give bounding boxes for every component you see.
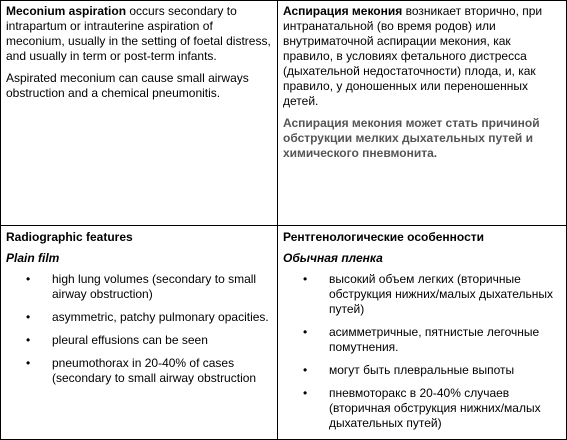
bullet-icon: • (26, 333, 31, 347)
bullet-icon: • (303, 386, 308, 400)
list-item: • асимметричные, пятнистые легочные помутнения. (303, 325, 540, 354)
feature-list (283, 272, 561, 431)
definition-text: возникает вторично, при интранатальной (во время родов) или внутриматочной аспирации мекония, как правило, в условиях фетального дистресса (дыхательной недостаточности) плода, и, как правило, у доношенных или переношенных детей. (283, 4, 543, 108)
list-item: • high lung volumes (secondary to small airway obstruction) (26, 272, 257, 301)
bullet-icon: • (303, 272, 308, 286)
cell-radiographic-ru (278, 226, 567, 440)
list-item: • pleural effusions can be seen (26, 333, 208, 347)
list-item: • пневмоторакс в 20-40% случаев (вторичная обструкция нижних/малых дыхательных путей) (303, 386, 541, 430)
cell-meconium-en (1, 1, 278, 226)
bullet-icon: • (26, 310, 31, 324)
list-item: • asymmetric, patchy pulmonary opacities. (26, 310, 269, 324)
table-row (1, 1, 567, 226)
bullet-icon: • (26, 272, 31, 286)
feature-list (6, 272, 272, 386)
bullet-icon: • (303, 363, 308, 377)
bullet-icon: • (26, 356, 31, 370)
list-item: • высокий объем легких (вторичные обструкция нижних/малых дыхательных путей) (303, 272, 554, 316)
term-heading: Meconium aspiration (6, 4, 127, 18)
paragraph-consequence-ru: Аспирация мекония может стать причиной обструкции мелких дыхательных путей и химического пневмонита. (283, 116, 540, 160)
list-item: • могут быть плевральные выпоты (303, 363, 515, 377)
list-item: • pneumothorax in 20-40% of cases (secondary to small airway obstruction (26, 356, 257, 385)
section-heading: Рентгенологические особенности (283, 230, 485, 244)
section-heading: Radiographic features (6, 230, 133, 244)
paragraph-definition-en (6, 4, 272, 64)
table-row (1, 226, 567, 440)
cell-meconium-ru (278, 1, 567, 226)
bullet-icon: • (303, 325, 308, 339)
cell-radiographic-en (1, 226, 278, 440)
paragraph-definition-ru (283, 4, 561, 109)
definition-text: occurs secondary to intrapartum or intrauterine aspiration of meconium, usually in the setting of foetal distress, and usually in term or post-term infants. (6, 4, 271, 63)
section-subheading: Обычная пленка (283, 251, 383, 265)
term-heading: Аспирация мекония (283, 4, 403, 18)
section-subheading: Plain film (6, 251, 60, 265)
paragraph-consequence-en: Aspirated meconium can cause small airways obstruction and a chemical pneumonitis. (6, 71, 249, 100)
